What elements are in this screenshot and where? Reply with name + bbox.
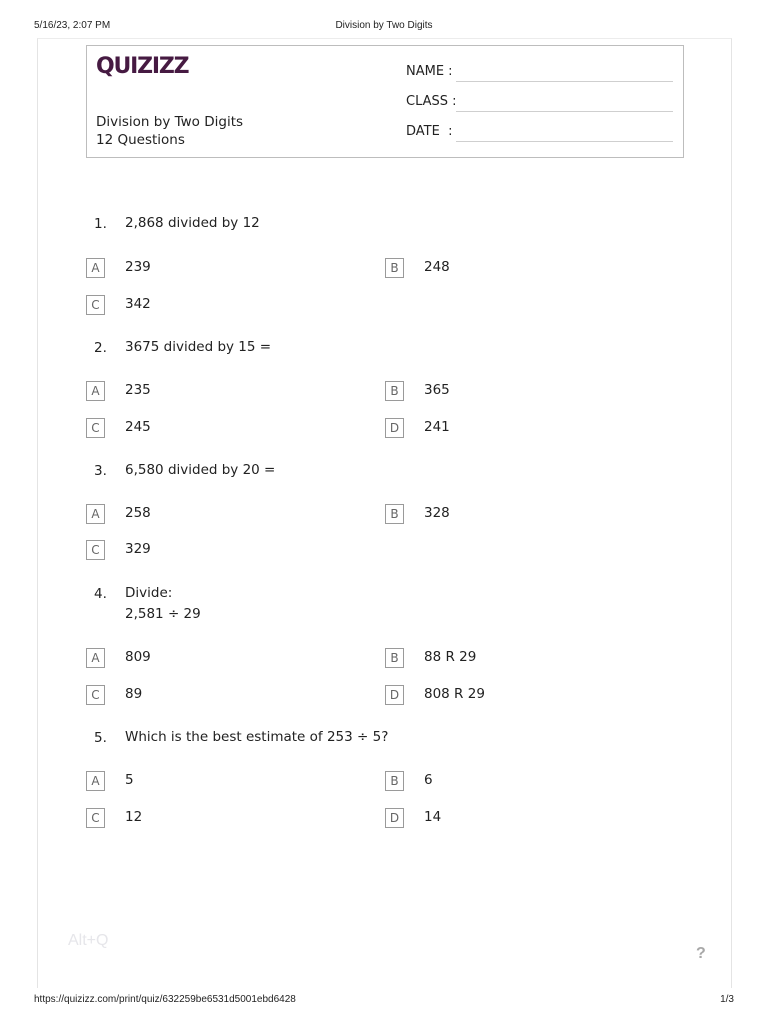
option-letter-box[interactable]: A [86, 258, 105, 278]
option-text: 258 [125, 505, 151, 521]
option-text: 809 [125, 649, 151, 665]
option-letter-box[interactable]: B [385, 381, 404, 401]
print-url: https://quizizz.com/print/quiz/632259be6531d5001ebd6428 [34, 993, 296, 1005]
option-text: 12 [125, 809, 143, 825]
option-letter-box[interactable]: A [86, 504, 105, 524]
question-text: 2,868 divided by 12 [125, 215, 260, 231]
worksheet-header [86, 45, 684, 158]
option-text: 329 [125, 541, 151, 557]
question-text: 6,580 divided by 20 = [125, 462, 276, 478]
print-header [34, 18, 734, 32]
option-letter-box[interactable]: C [86, 540, 105, 560]
question-number: 3. [94, 463, 107, 479]
option-text: 5 [125, 772, 134, 788]
option-letter-box[interactable]: B [385, 258, 404, 278]
keyboard-shortcut-hint: Alt+Q [68, 932, 109, 949]
question-number: 1. [94, 216, 107, 232]
print-datetime: 5/16/23, 2:07 PM [34, 19, 111, 31]
question-number: 2. [94, 340, 107, 356]
question-number: 5. [94, 730, 107, 746]
question-text: Divide: [125, 585, 173, 601]
option-letter-box[interactable]: A [86, 381, 105, 401]
option-text: 245 [125, 419, 151, 435]
option-text: 808 R 29 [424, 686, 485, 702]
question-count: 12 Questions [96, 132, 185, 148]
option-text: 239 [125, 259, 151, 275]
option-letter-box[interactable]: A [86, 771, 105, 791]
option-letter-box[interactable]: C [86, 685, 105, 705]
print-title: Division by Two Digits [335, 19, 433, 31]
option-letter-box[interactable]: B [385, 648, 404, 668]
question-number: 4. [94, 586, 107, 602]
date-line[interactable] [456, 141, 673, 142]
option-text: 89 [125, 686, 143, 702]
question-text: 3675 divided by 15 = [125, 339, 272, 355]
option-text: 6 [424, 772, 433, 788]
option-text: 88 R 29 [424, 649, 477, 665]
name-label: NAME : [406, 64, 453, 79]
option-letter-box[interactable]: A [86, 648, 105, 668]
class-label: CLASS : [406, 94, 457, 109]
option-letter-box[interactable]: D [385, 808, 404, 828]
quizizz-logo: QUIZIZZ [96, 54, 189, 79]
option-text: 328 [424, 505, 450, 521]
print-footer [34, 992, 734, 1006]
option-text: 241 [424, 419, 450, 435]
option-text: 365 [424, 382, 450, 398]
option-letter-box[interactable]: B [385, 771, 404, 791]
option-text: 342 [125, 296, 151, 312]
option-letter-box[interactable]: D [385, 418, 404, 438]
name-line[interactable] [456, 81, 673, 82]
option-text: 235 [125, 382, 151, 398]
class-line[interactable] [456, 111, 673, 112]
option-letter-box[interactable]: D [385, 685, 404, 705]
option-text: 14 [424, 809, 442, 825]
quiz-title: Division by Two Digits [96, 114, 244, 130]
help-icon[interactable]: ? [696, 945, 706, 962]
option-letter-box[interactable]: C [86, 808, 105, 828]
option-letter-box[interactable]: C [86, 295, 105, 315]
option-letter-box[interactable]: B [385, 504, 404, 524]
option-text: 248 [424, 259, 450, 275]
option-letter-box[interactable]: C [86, 418, 105, 438]
date-label: DATE : [406, 124, 453, 139]
page-number: 1/3 [720, 993, 734, 1005]
question-text-line-2: 2,581 ÷ 29 [125, 606, 201, 622]
question-text: Which is the best estimate of 253 ÷ 5? [125, 729, 389, 745]
